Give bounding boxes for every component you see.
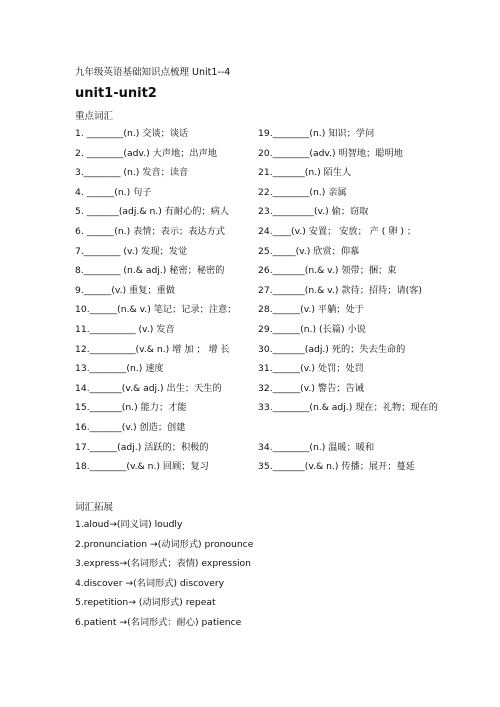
vocab-item: 14._______(v.& adj.) 出生；天生的: [75, 382, 222, 394]
vocab-item: 29.______(n.) (长篇) 小说: [258, 323, 366, 335]
unit-heading: unit1-unit2: [75, 86, 157, 101]
vocab-item: 12.__________(v.& n.) 增 加 ； 增 长: [75, 343, 230, 355]
vocab-item: 9.______(v.) 重复；重做: [75, 284, 175, 296]
ext-item: 1.aloud→(同义词) loudly: [75, 519, 183, 530]
vocab-item: 24.____(v.) 安置； 安放； 产 ( 卵 ) ；: [258, 225, 417, 237]
vocab-item: 31.______(v.) 处罚；处罚: [258, 363, 364, 375]
vocab-item: 15._______(n.) 能力；才能: [75, 402, 187, 414]
vocab-item: 5. _______(adj.& n.) 有耐心的；病人: [75, 206, 230, 218]
ext-section-label: 词汇拓展: [75, 502, 114, 513]
ext-list: [75, 519, 253, 637]
vocab-item: 18.________(v.& n.) 回顾；复习: [75, 461, 209, 473]
document-title: 九年级英语基础知识点梳理 Unit1--4: [75, 67, 231, 78]
vocab-item: 21._______(n.) 陌生人: [258, 167, 352, 179]
vocab-section-label: 重点词汇: [75, 111, 114, 122]
vocab-item: 10.______(n.& v.) 笔记；记录；注意；: [75, 304, 237, 316]
ext-item: 2.pronunciation →(动词形式) pronounce: [75, 538, 254, 550]
vocab-item: 17.______(adj.) 活跃的；积极的: [75, 441, 209, 453]
vocab-item: 2. ________(adv.) 大声地；出声地: [75, 147, 217, 159]
vocab-item: 7.________ (v.) 发现；发觉: [75, 245, 188, 257]
ext-item: 5.repetition→ (动词形式) repeat: [75, 597, 216, 609]
vocab-item: 4. ______(n.) 句子: [75, 186, 152, 198]
vocab-item: 19.________(n.) 知识；学问: [258, 128, 375, 139]
vocab-item: 28.______(v.) 平躺；处于: [258, 304, 364, 316]
vocab-item: 25._____(v.) 欣赏；仰慕: [258, 245, 360, 257]
vocab-item: 20.________(adv.) 明智地；聪明地: [258, 147, 403, 159]
vocab-item: 16._______(v.) 创造；创建: [75, 421, 186, 433]
vocab-item: 27._______(n.& v.) 款待；招待；请(客): [258, 284, 422, 296]
vocab-item: 3.________ (n.) 发音；读音: [75, 167, 189, 179]
vocab-item: 11.__________ (v.) 发音: [75, 323, 175, 335]
vocab-item: 30._______(adj.) 死的；失去生命的: [258, 343, 406, 355]
vocab-item: 1. ________(n.) 交谈；谈话: [75, 128, 189, 139]
vocab-item: 8.________ (n.& adj.) 秘密；秘密的: [75, 265, 225, 277]
ext-item: 3.express→(名词形式；表情) expression: [75, 558, 251, 570]
vocab-column-right: [258, 128, 438, 481]
vocab-item: 33.________(n.& adj.) 现在；礼物；现在的: [258, 402, 438, 414]
vocab-item: 13.________(n.) 速度: [75, 363, 164, 375]
vocab-item: 35._______(v.& n.) 传播；展开；蔓延: [258, 461, 415, 473]
vocab-item: 6. ______(n.) 表情；表示；表达方式: [75, 225, 225, 237]
vocab-item: 23._________(v.) 偷；窃取: [258, 206, 369, 218]
vocab-item: 34.________(n.) 温暖；暖和: [258, 441, 375, 453]
vocab-item: 22.________(n.) 亲属: [258, 186, 347, 198]
vocab-column-left: [75, 128, 250, 481]
vocab-item: 32.______(v.) 警告；告诫: [258, 382, 364, 394]
ext-item: 6.patient →(名词形式：耐心) patience: [75, 616, 242, 628]
ext-item: 4.discover →(名词形式) discovery: [75, 577, 225, 589]
vocab-item: 26._______(n.& v.) 领带；捆；束: [258, 265, 397, 277]
